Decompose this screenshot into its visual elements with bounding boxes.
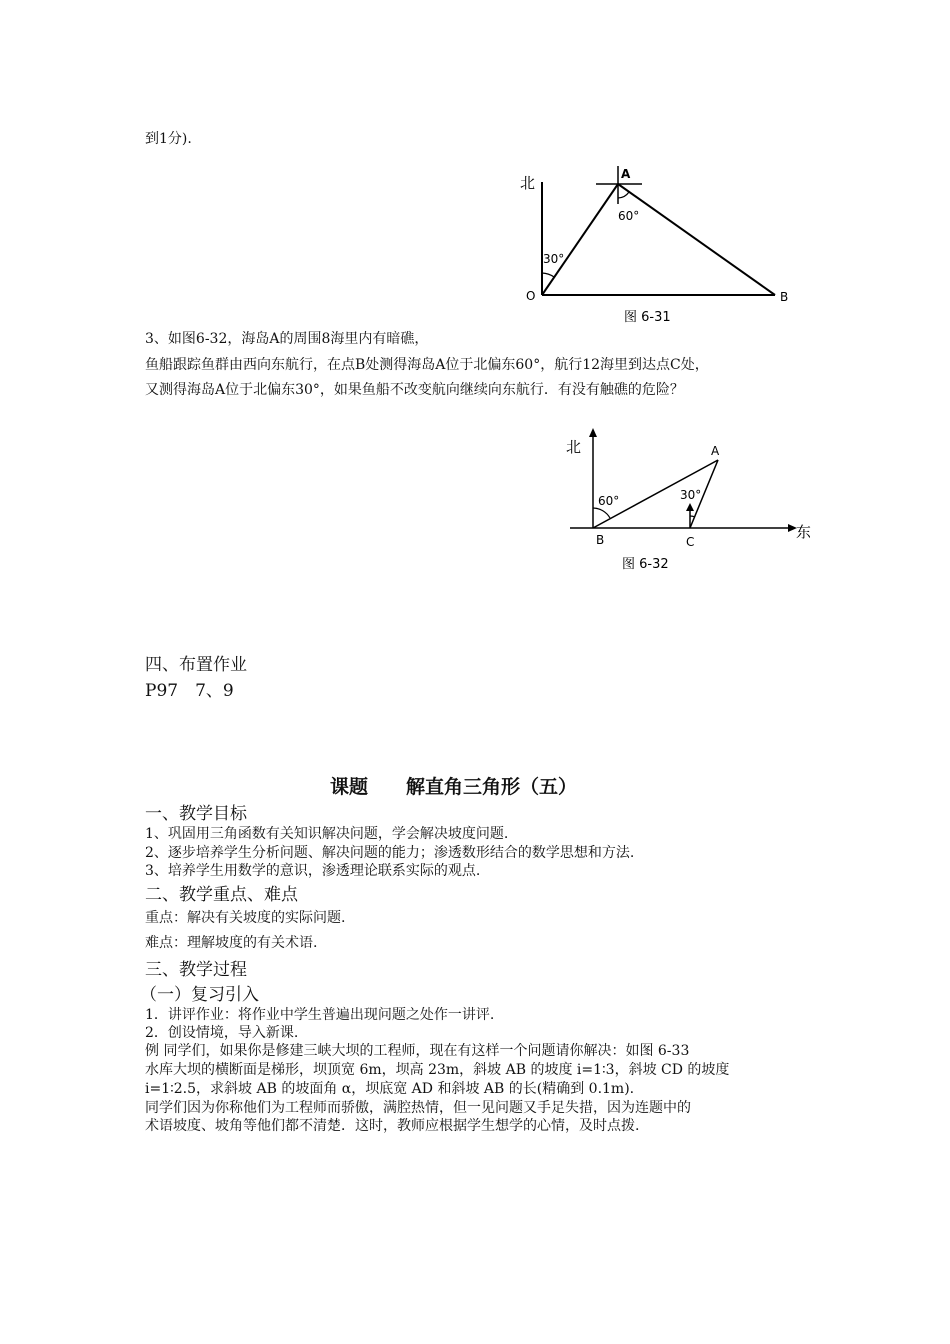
angle-arc-60 [593, 508, 610, 518]
example-line-1: 例 同学们，如果你是修建三峡大坝的工程师，现在有这样一个问题请你解决：如图 6-33 [145, 1043, 690, 1059]
question-3-line-2: 鱼船跟踪鱼群由西向东航行，在点B处测得海岛A位于北偏东60°，航行12海里到达点C处， [145, 357, 709, 373]
paragraph-line-1: 同学们因为你称他们为工程师而骄傲，满腔热情，但一见问题又手足失措，因为连题中的 [145, 1100, 691, 1116]
objective-2: 2、逐步培养学生分析问题、解决问题的能力；渗透数形结合的数学思想和方法. [145, 845, 635, 861]
label-east: 东 [796, 523, 812, 541]
segment-OA [542, 184, 618, 295]
figure-caption: 图 6-31 [624, 310, 671, 325]
north-arrowhead [589, 428, 597, 437]
paragraph-line-2: 术语坡度、坡角等他们都不清楚．这时，教师应根据学生想学的心情，及时点拨. [145, 1118, 640, 1134]
label-angle-30: 30° [543, 252, 565, 266]
process-item-2: 2．创设情境，导入新课. [145, 1025, 299, 1041]
label-angle-60: 60° [598, 494, 620, 508]
example-line-2: 水库大坝的横断面是梯形，坝顶宽 6m，坝高 23m，斜坡 AB 的坡度 i=1∶3，斜坡 CD 的坡度 [145, 1062, 730, 1078]
homework-heading: 四、布置作业 [145, 655, 247, 675]
figure-6-31 [510, 160, 820, 330]
label-B: B [596, 533, 605, 547]
section-key-points: 二、教学重点、难点 [145, 885, 298, 905]
figure-caption: 图 6-32 [622, 557, 669, 572]
objective-3: 3、培养学生用数学的意识，渗透理论联系实际的观点. [145, 863, 481, 879]
label-B: B [780, 290, 789, 304]
section-process: 三、教学过程 [145, 960, 247, 980]
angle-arc-60 [618, 192, 629, 198]
continued-text: 到1分). [145, 131, 192, 147]
objective-1: 1、巩固用三角函数有关知识解决问题，学会解决坡度问题. [145, 826, 509, 842]
process-item-1: 1．讲评作业：将作业中学生普遍出现问题之处作一讲评. [145, 1007, 495, 1023]
label-A: A [621, 167, 631, 181]
label-A: A [711, 444, 720, 458]
subsection-review: （一）复习引入 [140, 985, 259, 1005]
segment-AB [618, 184, 775, 295]
key-point: 重点：解决有关坡度的实际问题. [145, 910, 346, 926]
homework-pages: P97 7、9 [145, 681, 234, 701]
label-north: 北 [566, 438, 582, 456]
label-O: O [526, 289, 536, 303]
label-angle-30: 30° [680, 488, 702, 502]
label-north: 北 [520, 174, 536, 192]
label-C: C [686, 535, 695, 549]
label-angle-60: 60° [618, 209, 640, 223]
question-3-line-3: 又测得海岛A位于北偏东30°，如果鱼船不改变航向继续向东航行．有没有触礁的危险？ [145, 382, 684, 398]
question-3-line-1: 3、如图6-32，海岛A的周围8海里内有暗礁， [145, 331, 429, 347]
example-line-3: i=1∶2.5，求斜坡 AB 的坡面角 α，坝底宽 AD 和斜坡 AB 的长(精确到 0.1m). [145, 1081, 635, 1097]
lesson-title: 课题 解直角三角形（五） [330, 776, 578, 798]
section-objectives: 一、教学目标 [145, 804, 247, 824]
angle-arc-30 [542, 273, 554, 277]
north-at-C-arrowhead [686, 503, 694, 511]
figure-6-32 [560, 420, 820, 580]
difficult-point: 难点：理解坡度的有关术语. [145, 935, 318, 951]
